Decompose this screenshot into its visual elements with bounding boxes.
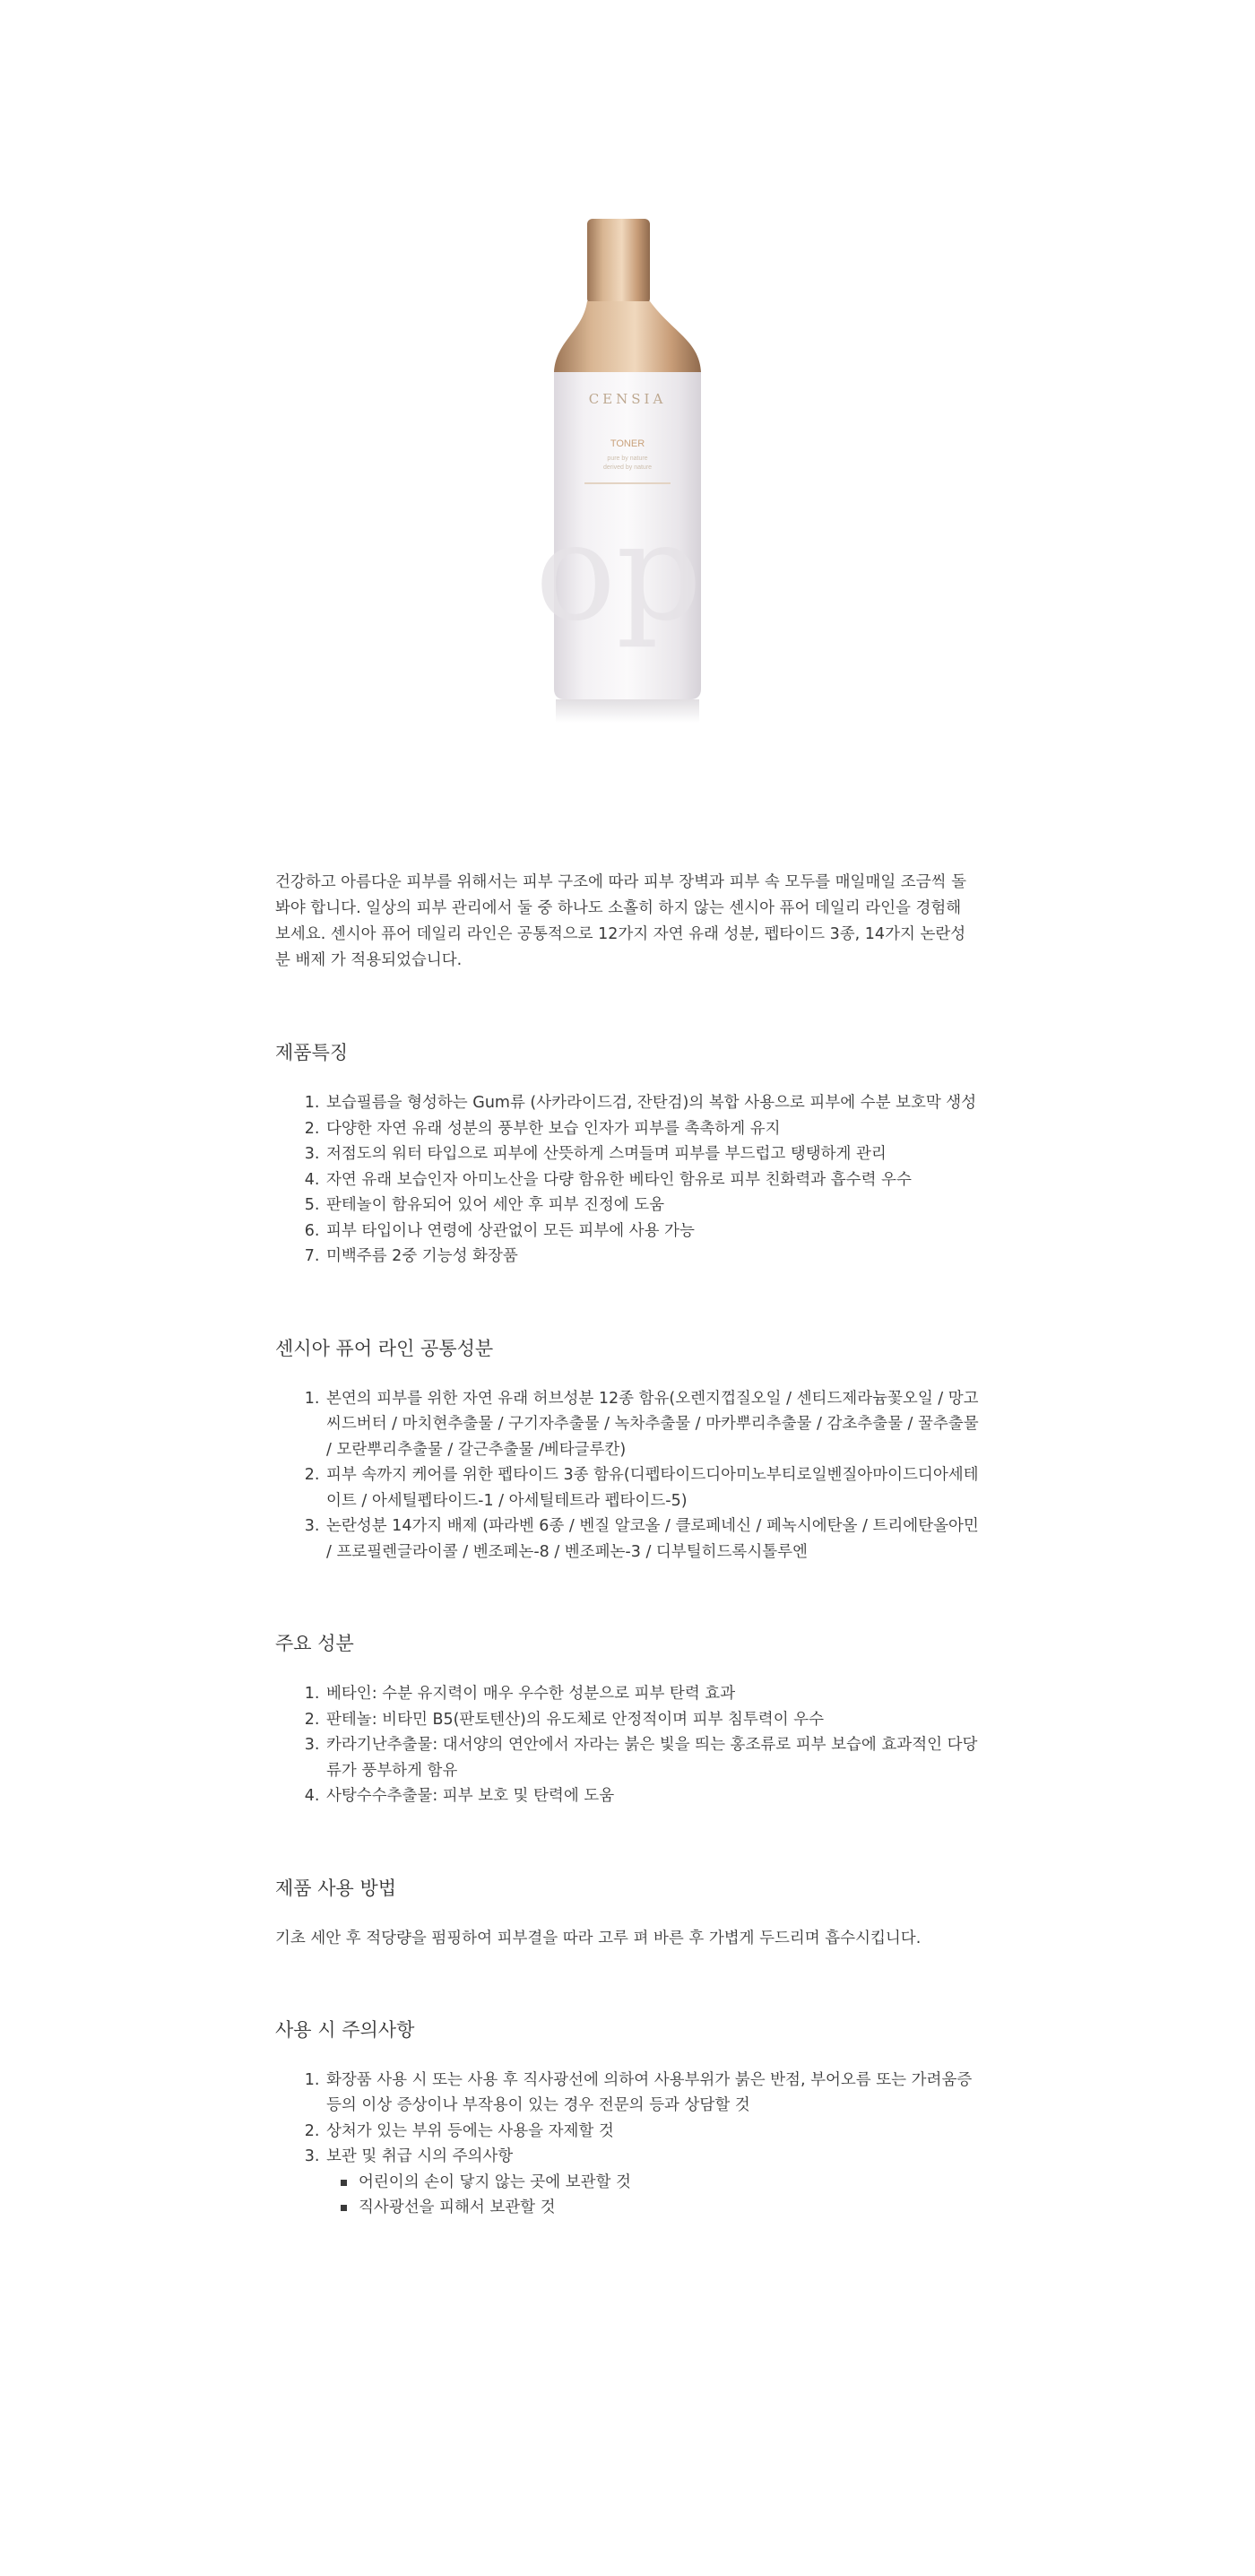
features-title: 제품특징 (275, 1042, 349, 1063)
list-item-label: 보관 및 취급 시의 주의사항 (326, 2147, 514, 2165)
bottle-sub1-text: pure by nature (607, 455, 648, 462)
list-item: 2. 상처가 있는 부위 등에는 사용을 자제할 것 (325, 2119, 980, 2145)
common-ingredients-title: 센시아 퓨어 라인 공통성분 (275, 1337, 494, 1359)
caution-title: 사용 시 주의사항 (275, 2018, 415, 2041)
list-item: 4. 사탕수수추출물: 피부 보호 및 탄력에 도움 (325, 1783, 980, 1809)
list-item: 1. 보습필름을 형성하는 Gum류 (사카라이드검, 잔탄검)의 복합 사용으로 피부에 수분 보호막 생성 (325, 1090, 980, 1116)
product-hero (0, 0, 1255, 807)
common-ingredients-section (275, 1334, 980, 1566)
main-ingredients-list (275, 1681, 980, 1809)
list-item: 2. 다양한 자연 유래 성분의 풍부한 보습 인자가 피부를 촉촉하게 유지 (325, 1116, 980, 1142)
list-item (325, 2144, 980, 2221)
list-item: 3. 논란성분 14가지 배제 (파라벤 6종 / 벤질 알코올 / 클로페네신 / 페녹시에탄올 / 트리에탄올아민 / 프로필렌글라이콜 / 벤조페논-8 / 벤조페논-3 / 디부틸히드록시톨루엔 (325, 1514, 980, 1565)
product-description (275, 870, 980, 2221)
list-item: 1. 베타인: 수분 유지력이 매우 우수한 성분으로 피부 탄력 효과 (325, 1681, 980, 1707)
sub-list-item: 직사광선을 피해서 보관할 것 (346, 2195, 980, 2221)
list-item: 4. 자연 유래 보습인자 아미노산을 다량 함유한 베타인 함유로 피부 친화력과 흡수력 우수 (325, 1167, 980, 1193)
list-item: 2. 판테놀: 비타민 B5(판토텐산)의 유도체로 안정적이며 피부 침투력이 우수 (325, 1707, 980, 1733)
main-ingredients-title: 주요 성분 (275, 1633, 354, 1654)
features-list (275, 1090, 980, 1270)
features-section (275, 1038, 980, 1270)
list-item: 3. 카라기난추출물: 대서양의 연안에서 자라는 붉은 빛을 띄는 홍조류로 피부 보습에 효과적인 다당류가 풍부하게 함유 (325, 1732, 980, 1783)
list-item: 6. 피부 타입이나 연령에 상관없이 모든 피부에 사용 가능 (325, 1219, 980, 1245)
bottle-brand-text: CENSIA (588, 391, 667, 407)
bottle-label-text: TONER (610, 438, 645, 449)
list-item: 2. 피부 속까지 케어를 위한 펩타이드 3종 함유(디펩타이드디아미노부티로일벤질아마이드디아세테이트 / 아세틸펩타이드-1 / 아세틸테트라 펩타이드-5) (325, 1462, 980, 1514)
intro-text: 건강하고 아름다운 피부를 위해서는 피부 구조에 따라 피부 장벽과 피부 속 모두를 매일매일 조금씩 돌봐야 합니다. 일상의 피부 관리에서 둘 중 하나도 소홀히 하지 않는 센시아 퓨어 데일리 라인을 경험해 보세요. 센시아 퓨어 데일리 라인은 공통적으로 12가지 자연 유래 성분, 펩타이드 3종, 14가지 논란성분 배제 가 적용되었습니다. (275, 873, 966, 969)
caution-list (275, 2068, 980, 2221)
list-item: 1. 본연의 피부를 위한 자연 유래 허브성분 12종 함유(오렌지껍질오일 / 센티드제라늄꽃오일 / 망고씨드버터 / 마치현추출물 / 구기자추출물 / 녹차추출물 / 마카뿌리추출물 / 감초추출물 / 꿀추출물 / 모란뿌리추출물 / 갈근추출물 /베타글루칸) (325, 1386, 980, 1463)
list-item: 3. 저점도의 워터 타입으로 피부에 산뜻하게 스며들며 피부를 부드럽고 탱탱하게 관리 (325, 1141, 980, 1167)
main-ingredients-section (275, 1629, 980, 1809)
list-item: 1. 화장품 사용 시 또는 사용 후 직사광선에 의하여 사용부위가 붉은 반점, 부어오름 또는 가려움증 등의 이상 증상이나 부작용이 있는 경우 전문의 등과 상담할 것 (325, 2068, 980, 2119)
caution-section (275, 2016, 980, 2221)
sub-list-item: 어린이의 손이 닿지 않는 곳에 보관할 것 (346, 2170, 980, 2196)
bottle-shoulder (554, 301, 701, 372)
caution-sub-list (326, 2170, 980, 2221)
list-item: 7. 미백주름 2중 기능성 화장품 (325, 1244, 980, 1270)
common-ingredients-list (275, 1386, 980, 1566)
toner-bottle-image (529, 197, 726, 735)
usage-section (275, 1874, 980, 1951)
bottle-sub2-text: derived by nature (602, 464, 653, 471)
usage-text: 기초 세안 후 적당량을 펌핑하여 피부결을 따라 고루 펴 바른 후 가볍게 두드리며 흡수시킵니다. (275, 1929, 922, 1947)
usage-title: 제품 사용 방법 (275, 1877, 397, 1899)
list-item: 5. 판테놀이 함유되어 있어 세안 후 피부 진정에 도움 (325, 1193, 980, 1219)
svg-text:op: op (534, 495, 703, 651)
bottle-cap (587, 219, 650, 304)
